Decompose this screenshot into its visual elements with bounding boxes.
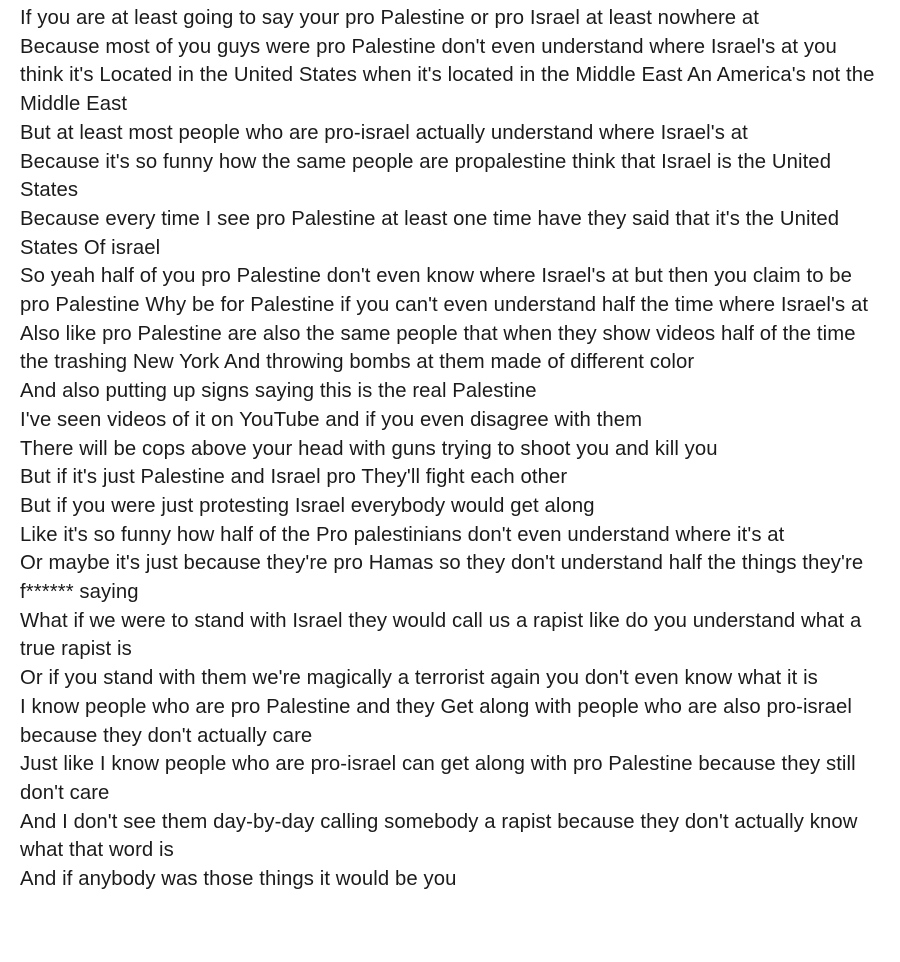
note-line: Or maybe it's just because they're pro Hamas so they don't understand half the things they're f****** saying bbox=[20, 552, 864, 604]
note-line: And also putting up signs saying this is the real Palestine bbox=[20, 380, 537, 403]
note-line: But if you were just protesting Israel everybody would get along bbox=[20, 494, 595, 517]
note-line: Because it's so funny how the same people are propalestine think that Israel is the United States bbox=[20, 150, 832, 202]
note-line: Like it's so funny how half of the Pro palestinians don't even understand where it's at bbox=[20, 523, 785, 546]
note-line: But at least most people who are pro-israel actually understand where Israel's at bbox=[20, 121, 748, 144]
note-line: If you are at least going to say your pro Palestine or pro Israel at least nowhere at bbox=[20, 7, 760, 29]
note-line: There will be cops above your head with guns trying to shoot you and kill you bbox=[20, 437, 718, 460]
note-line: And if anybody was those things it would be you bbox=[20, 868, 457, 891]
note-line: Or if you stand with them we're magically a terrorist again you don't even know what it is bbox=[20, 667, 818, 690]
note-line: I know people who are pro Palestine and they Get along with people who are also pro-israel because they don't actually care bbox=[20, 695, 853, 747]
note-line: Because every time I see pro Palestine at least one time have they said that it's the United States Of israel bbox=[20, 207, 840, 259]
note-line: Just like I know people who are pro-israel can get along with pro Palestine because they still don't care bbox=[20, 753, 856, 804]
note-line: What if we were to stand with Israel they would call us a rapist like do you understand what a true rapist is bbox=[20, 609, 862, 661]
note-line: So yeah half of you pro Palestine don't even know where Israel's at but then you claim to be pro Palestine Why be for Palestine if you can't even understand half the time where Israel's at bbox=[20, 265, 869, 317]
note-line: But if it's just Palestine and Israel pro They'll fight each other bbox=[20, 466, 568, 489]
note-line: And I don't see them day-by-day calling somebody a rapist because they don't actually know what that word is bbox=[20, 810, 858, 862]
note-line: Also like pro Palestine are also the same people that when they show videos half of the time the trashing New York And throwing bombs at them made of different color bbox=[20, 322, 856, 374]
note-line: I've seen videos of it on YouTube and if you even disagree with them bbox=[20, 408, 643, 431]
note-line: Because most of you guys were pro Palestine don't even understand where Israel's at you think it's Located in the United States when it's located in the Middle East An America's not the Middle East bbox=[20, 35, 875, 116]
